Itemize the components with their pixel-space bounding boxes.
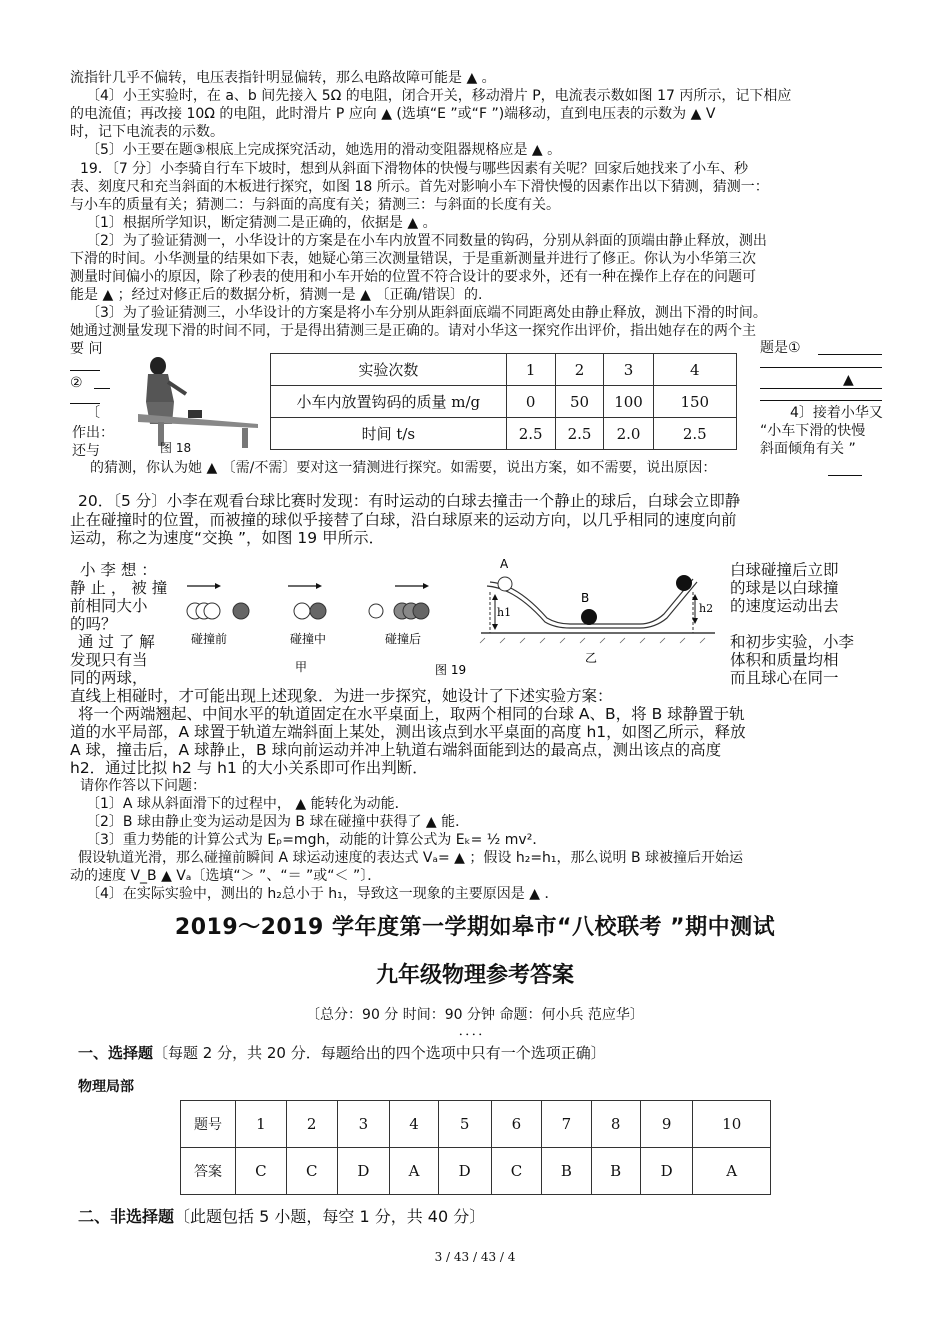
text-line: 体积和质量均相 xyxy=(730,651,839,669)
text-line: 20．〔5 分〕小李在观看台球比赛时发现：有时运动的白球去撞击一个静止的球后，白球会立即静 xyxy=(78,492,741,510)
text-line: 要 问 xyxy=(70,341,103,357)
table-cell: C xyxy=(286,1148,337,1195)
section-one-label: 一、选择题 xyxy=(78,1044,154,1062)
text-line: A 球，撞击后，A 球静止，B 球向前运动并冲上轨道右端斜面能到达的最高点，测出该点的高度 xyxy=(70,741,722,759)
label-ball-a: A xyxy=(500,557,509,571)
table-cell: D xyxy=(438,1148,491,1195)
figure-18-photo xyxy=(118,352,268,457)
text-line: 题是① xyxy=(760,340,801,356)
blank-line xyxy=(94,388,110,389)
text-line: 的速度运动出去 xyxy=(730,597,839,615)
table-row xyxy=(181,1101,771,1148)
section-two-label: 二、非选择题 xyxy=(78,1207,175,1226)
text-line: 将一个两端翘起、中间水平的轨道固定在水平桌面上，取两个相同的台球 A、B，将 B 球静置于轨 xyxy=(78,705,745,723)
text-line: 能是 ▲ ；经过对修正后的数据分析，猜测一是 ▲ 〔正确/错误〕的. xyxy=(70,287,483,303)
table-row xyxy=(271,418,737,450)
label-after: 碰撞后 xyxy=(385,632,422,646)
table-header: 3 xyxy=(604,354,653,386)
table-cell: 2.5 xyxy=(653,418,736,450)
text-line: 同的两球， xyxy=(70,669,148,687)
section-two xyxy=(78,1208,485,1225)
label-before: 碰撞前 xyxy=(191,632,228,646)
label-yi: 乙 xyxy=(585,651,598,665)
table-row xyxy=(271,386,737,418)
table-header: 题号 xyxy=(181,1101,236,1148)
text-line: 〔4〕小王实验时，在 a、b 间先接入 5Ω 的电阻，闭合开关，移动滑片 P，电流表示数如图 17 丙所示，记下相应 xyxy=(86,88,792,104)
text-line: 小 李 想 ： xyxy=(80,561,157,579)
label-h2: h2 xyxy=(699,602,714,615)
table-cell: 小车内放置钩码的质量 m/g xyxy=(271,386,507,418)
collision-sequence xyxy=(187,583,429,619)
section-one xyxy=(78,1045,606,1062)
blank-line xyxy=(70,370,100,371)
table-cell: C xyxy=(491,1148,542,1195)
text-line: 还与 xyxy=(72,443,100,459)
table-cell: 100 xyxy=(604,386,653,418)
text-line: 发现只有当 xyxy=(70,651,148,669)
answer-title: 2019～2019 学年度第一学期如皋市“八校联考 ”期中测试 xyxy=(174,915,776,940)
table-row xyxy=(181,1148,771,1195)
text-line: 测量时间偏小的原因，除了秒表的使用和小车开始的位置不符合设计的要求外，还有一种在操作上存在的问题可 xyxy=(70,269,756,285)
section-two-text: 〔此题包括 5 小题，每空 1 分，共 40 分〕 xyxy=(174,1207,486,1226)
text-line: 〔5〕小王要在题③根底上完成探究活动，她选用的滑动变阻器规格应是 ▲ 。 xyxy=(86,142,562,158)
table-header: 4 xyxy=(653,354,736,386)
answer-subtitle: 九年级物理参考答案 xyxy=(375,963,574,988)
table-cell: 8 xyxy=(591,1101,640,1148)
text-line: ② xyxy=(70,375,83,391)
text-line: 〔4〕在实际实验中，测出的 h₂总小于 h₁，导致这一现象的主要原因是 ▲ ． xyxy=(86,886,559,902)
text-line: 表、刻度尺和充当斜面的木板进行探究，如图 18 所示。首先对影响小车下滑快慢的因素作出以下猜测，猜测一： xyxy=(70,179,769,195)
text-line: 和初步实验，小李 xyxy=(730,633,855,651)
text-line: 时，记下电流表的示数。 xyxy=(70,124,224,140)
text-line: 动的速度 V_B ▲ Vₐ〔选填“＞ ”、“＝ ”或“＜ ”〕． xyxy=(70,868,382,884)
table-cell: 1 xyxy=(236,1101,287,1148)
figure-19 xyxy=(175,548,725,680)
text-line: 〔3〕重力势能的计算公式为 Eₚ=mgh，动能的计算公式为 Eₖ= ½ mv²． xyxy=(86,832,547,848)
label-during: 碰撞中 xyxy=(290,632,327,646)
table-cell: 6 xyxy=(491,1101,542,1148)
table-cell: B xyxy=(591,1148,640,1195)
table-cell: 2 xyxy=(286,1101,337,1148)
table-cell: 10 xyxy=(693,1101,771,1148)
text-line: 的吗？ xyxy=(70,615,117,633)
answer-placeholder: ▲ xyxy=(843,372,854,388)
text-line: 〔2〕B 球由静止变为运动是因为 B 球在碰撞中获得了 ▲ 能． xyxy=(86,814,470,830)
text-line: 流指针几乎不偏转，电压表指针明显偏转，那么电路故障可能是 ▲ 。 xyxy=(70,70,496,86)
page-footer: 3 / 43 / 43 / 4 xyxy=(434,1250,516,1264)
text-line: 〔1〕A 球从斜面滑下的过程中， ▲ 能转化为动能． xyxy=(86,796,409,812)
physics-part-label: 物理局部 xyxy=(78,1079,134,1095)
text-line: 静 止 ， 被 撞 xyxy=(70,579,168,597)
text-line: 假设轨道光滑，那么碰撞前瞬间 A 球运动速度的表达式 Vₐ= ▲ ；假设 h₂=h₁，那么说明 B 球被撞后开始运 xyxy=(78,850,744,866)
table-cell: 2.5 xyxy=(555,418,604,450)
table-cell: A xyxy=(390,1148,439,1195)
table-cell: 150 xyxy=(653,386,736,418)
text-line: 下滑的时间。小华测量的结果如下表，她疑心第三次测量错误，于是重新测量并进行了修正。你认为小华第三次 xyxy=(70,251,756,267)
blank-line xyxy=(70,403,100,404)
text-line: 斜面倾角有关 ” xyxy=(760,441,856,457)
table-cell: 7 xyxy=(542,1101,591,1148)
table-cell: 4 xyxy=(390,1101,439,1148)
text-line: 前相同大小 xyxy=(70,597,148,615)
text-line: 白球碰撞后立即 xyxy=(730,561,839,579)
experiment-table xyxy=(270,353,737,450)
answer-table xyxy=(180,1100,771,1195)
text-line: 〔2〕为了验证猜测一，小华设计的方案是在小车内放置不同数量的钩码，分别从斜面的顶端由静止释放，测出 xyxy=(86,233,767,249)
text-line: 与小车的质量有关；猜测二：与斜面的高度有关；猜测三：与斜面的长度有关。 xyxy=(70,197,560,213)
text-line: 道的水平局部，A 球置于轨道左端斜面上某处，测出该点到水平桌面的高度 h1，如图乙所示，释放 xyxy=(70,723,746,741)
label-jia: 甲 xyxy=(295,660,308,674)
text-line: 的电流值；再改接 10Ω 的电阻，此时滑片 P 应向 ▲ (选填“E ”或“F ”)端移动，直到电压表的示数为 ▲ V xyxy=(70,106,716,122)
answer-info: 〔总分：90 分 时间：90 分钟 命题：何小兵 范应华〕 xyxy=(306,1007,644,1023)
table-cell: B xyxy=(542,1148,591,1195)
text-line: “小车下滑的快慢 xyxy=(760,423,866,439)
table-cell: 50 xyxy=(555,386,604,418)
emphasis-dots: ．．．． xyxy=(458,1024,492,1039)
blank-line xyxy=(760,400,882,401)
table-header: 答案 xyxy=(181,1148,236,1195)
figure-18-caption: 图 18 xyxy=(160,441,192,455)
table-row xyxy=(271,354,737,386)
text-line: 请你作答以下问题： xyxy=(80,778,206,794)
text-line: 作出： xyxy=(72,425,114,441)
table-cell: 3 xyxy=(337,1101,390,1148)
text-line: 她通过测量发现下滑的时间不同，于是得出猜测三是正确的。请对小华这一探究作出评价，指出她存在的两个主 xyxy=(70,323,756,339)
label-h1: h1 xyxy=(497,606,512,619)
table-cell: 2.5 xyxy=(506,418,555,450)
text-line: 的猜测，你认为她 ▲ 〔需/不需〕要对这一猜测进行探究。如需要，说出方案，如不需要，说出原因： xyxy=(90,460,717,476)
table-cell: A xyxy=(693,1148,771,1195)
blank-line xyxy=(818,354,882,355)
text-line: 运动，称之为速度“交换 ”，如图 19 甲所示． xyxy=(70,529,385,547)
table-cell: 时间 t/s xyxy=(271,418,507,450)
text-line: 〔1〕根据所学知识，断定猜测二是正确的，依据是 ▲ 。 xyxy=(86,215,437,231)
table-cell: 5 xyxy=(438,1101,491,1148)
section-one-text: 〔每题 2 分，共 20 分．每题给出的四个选项中只有一个选项正确〕 xyxy=(153,1044,606,1062)
text-line: 〔 xyxy=(86,405,100,421)
table-header: 1 xyxy=(506,354,555,386)
blank-line xyxy=(760,367,882,368)
table-header: 实验次数 xyxy=(271,354,507,386)
table-cell: C xyxy=(236,1148,287,1195)
text-line: 〔3〕为了验证猜测三，小华设计的方案是将小车分别从距斜面底端不同距离处由静止释放，测出下滑的时间。 xyxy=(86,305,767,321)
text-line: h2．通过比拟 h2 与 h1 的大小关系即可作出判断． xyxy=(70,759,428,777)
text-line: 通 过 了 解 xyxy=(78,633,155,651)
text-line: 直线上相碰时，才可能出现上述现象．为进一步探究，她设计了下述实验方案： xyxy=(70,687,613,705)
blank-line xyxy=(760,388,882,389)
table-cell: 2.0 xyxy=(604,418,653,450)
table-header: 2 xyxy=(555,354,604,386)
figure-19-caption: 图 19 xyxy=(435,663,467,677)
text-line: 止在碰撞时的位置，而被撞的球似乎接替了白球，沿白球原来的运动方向，以几乎相同的速度向前 xyxy=(70,511,737,529)
track-diagram xyxy=(480,575,715,643)
text-line: 的球是以白球撞 xyxy=(730,579,839,597)
table-cell: 0 xyxy=(506,386,555,418)
blank-line xyxy=(828,475,862,476)
table-cell: 9 xyxy=(640,1101,693,1148)
text-line: 4〕接着小华又 xyxy=(790,405,883,421)
text-line: 19．〔7 分〕小李骑自行车下坡时，想到从斜面下滑物体的快慢与哪些因素有关呢？回家后她找来了小车、秒 xyxy=(80,161,749,177)
table-cell: D xyxy=(337,1148,390,1195)
table-cell: D xyxy=(640,1148,693,1195)
text-line: 而且球心在同一 xyxy=(730,669,839,687)
label-ball-b: B xyxy=(581,591,590,605)
